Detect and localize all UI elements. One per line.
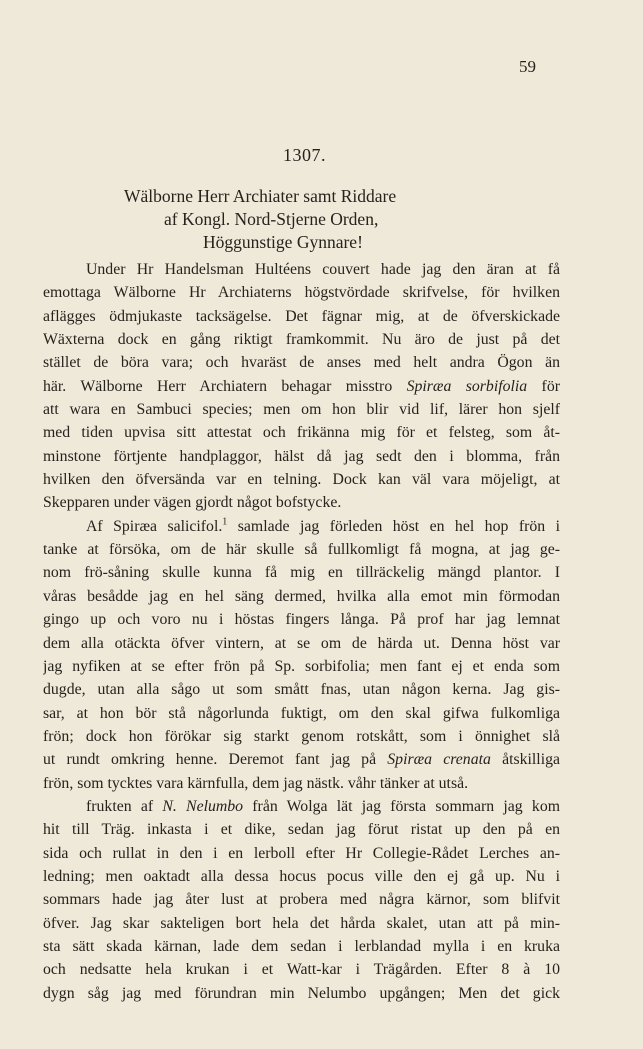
text-line: frukten af N. Nelumbo från Wolga lät jag första sommarn jag kom: [86, 797, 560, 815]
text-line: Skepparen under vägen gjordt något bofstycke.: [43, 494, 342, 512]
text-line: Under Hr Handelsman Hultéens couvert hade jag den äran at få: [86, 261, 560, 278]
text-line: dem alla otäckta öfver vintern, at se om de härda ut. Denna höst var: [43, 634, 560, 652]
text-line: sida och rullat in den i en lerboll efter Hr Collegie-Rådet Lerches an-: [43, 844, 560, 862]
text-line: med tiden upvisa sitt attestat och frikänna mig för et felsteg, som åt-: [43, 424, 560, 442]
salutation-line: af Kongl. Nord-Stjerne Orden,: [164, 209, 379, 229]
text-line: sar, at hon bör stå någorlunda fuktigt, om den skal gifwa fulkomliga: [43, 704, 560, 722]
text-line: dygn såg jag med förundran min Nelumbo upgången; Men det gick: [43, 984, 560, 1002]
text-line: här. Wälborne Herr Archiatern behagar misstro Spiræa sorbifolia för: [43, 377, 560, 395]
text-line: tanke at försöka, om de här skulle så fullkomligt få mogna, at jag ge-: [43, 541, 560, 559]
text-line: våras besådde jag en hel säng dermed, hvilka alla emot min förmodan: [43, 587, 560, 605]
text-line: att wara en Sambuci species; men om hon blir vid lif, lärer hon sjelf: [43, 401, 560, 419]
letter-number: 1307.: [283, 145, 326, 165]
text-line: sommars hade jag åter lust at probera med några kärnor, som blifvit: [43, 891, 560, 909]
text-line: och nedsatte hela krukan i et Watt-kar i Trägården. Efter 8 à 10: [43, 961, 560, 979]
text-line: gingo up och voro nu i höstas fingers långa. På prof har jag lemnat: [43, 611, 560, 629]
salutation-line: Wälborne Herr Archiater samt Riddare: [124, 186, 397, 206]
text-line: sta sätt skada kärnan, lade dem sedan i lerblandad mylla i en kruka: [43, 937, 560, 955]
text-line: stället de böra vara; och hvaräst de anses med helt andra Ögon än: [43, 354, 560, 372]
text-line: frön, som tycktes vara kärnfulla, dem jag nästk. våhr tänker at utså.: [43, 774, 469, 792]
text-line: hit till Träg. inkasta i et dike, sedan jag förut ristat up den på en: [43, 821, 560, 839]
page-number: 59: [519, 57, 536, 76]
text-line: hvilken den öfversända var en telning. Dock kan väl vara möjeligt, at: [43, 471, 560, 489]
text-line: aflägges ödmjukaste tacksägelse. Det fägnar mig, at de öfverskickade: [43, 307, 560, 325]
text-line: Wäxterna dock en gång riktigt framkommit. Nu äro de just på det: [43, 331, 560, 349]
salutation: [0, 185, 643, 254]
text-line: ut rundt omkring henne. Deremot fant jag på Spiræa crenata åtskilliga: [43, 751, 560, 769]
text-line: öfver. Jag skar sakteligen bort hela det hårda skalet, utan att på min-: [43, 914, 560, 932]
text-line: Af Spiræa salicifol.$^1$ samlade jag förleden höst en hel hop frön i: [86, 516, 560, 535]
text-line: dugde, utan alla sågo ut som smått fnas, utan någon kerna. Jag gis-: [43, 681, 560, 699]
text-line: minstone förtjente handplaggor, hälst då jag sedt den i blomma, från: [43, 447, 560, 465]
text-line: nom frö-såning skulle kunna få mig en tillräckelig mängd plantor. I: [43, 564, 560, 582]
salutation-line: Höggunstige Gynnare!: [203, 232, 363, 252]
letter-body: [43, 258, 560, 1005]
text-line: jag nyfiken at se efter frön på Sp. sorbifolia; men fant ej et enda som: [43, 657, 560, 675]
text-line: ledning; men oaktadt alla dessa hocus pocus ville den ej gå up. Nu i: [43, 867, 560, 885]
text-line: frön; dock hon förökar sig starkt genom rotskått, som i önnighet slå: [43, 727, 560, 745]
text-line: emottaga Wälborne Hr Archiaterns högstvördade skrifvelse, för hvilken: [43, 284, 560, 302]
